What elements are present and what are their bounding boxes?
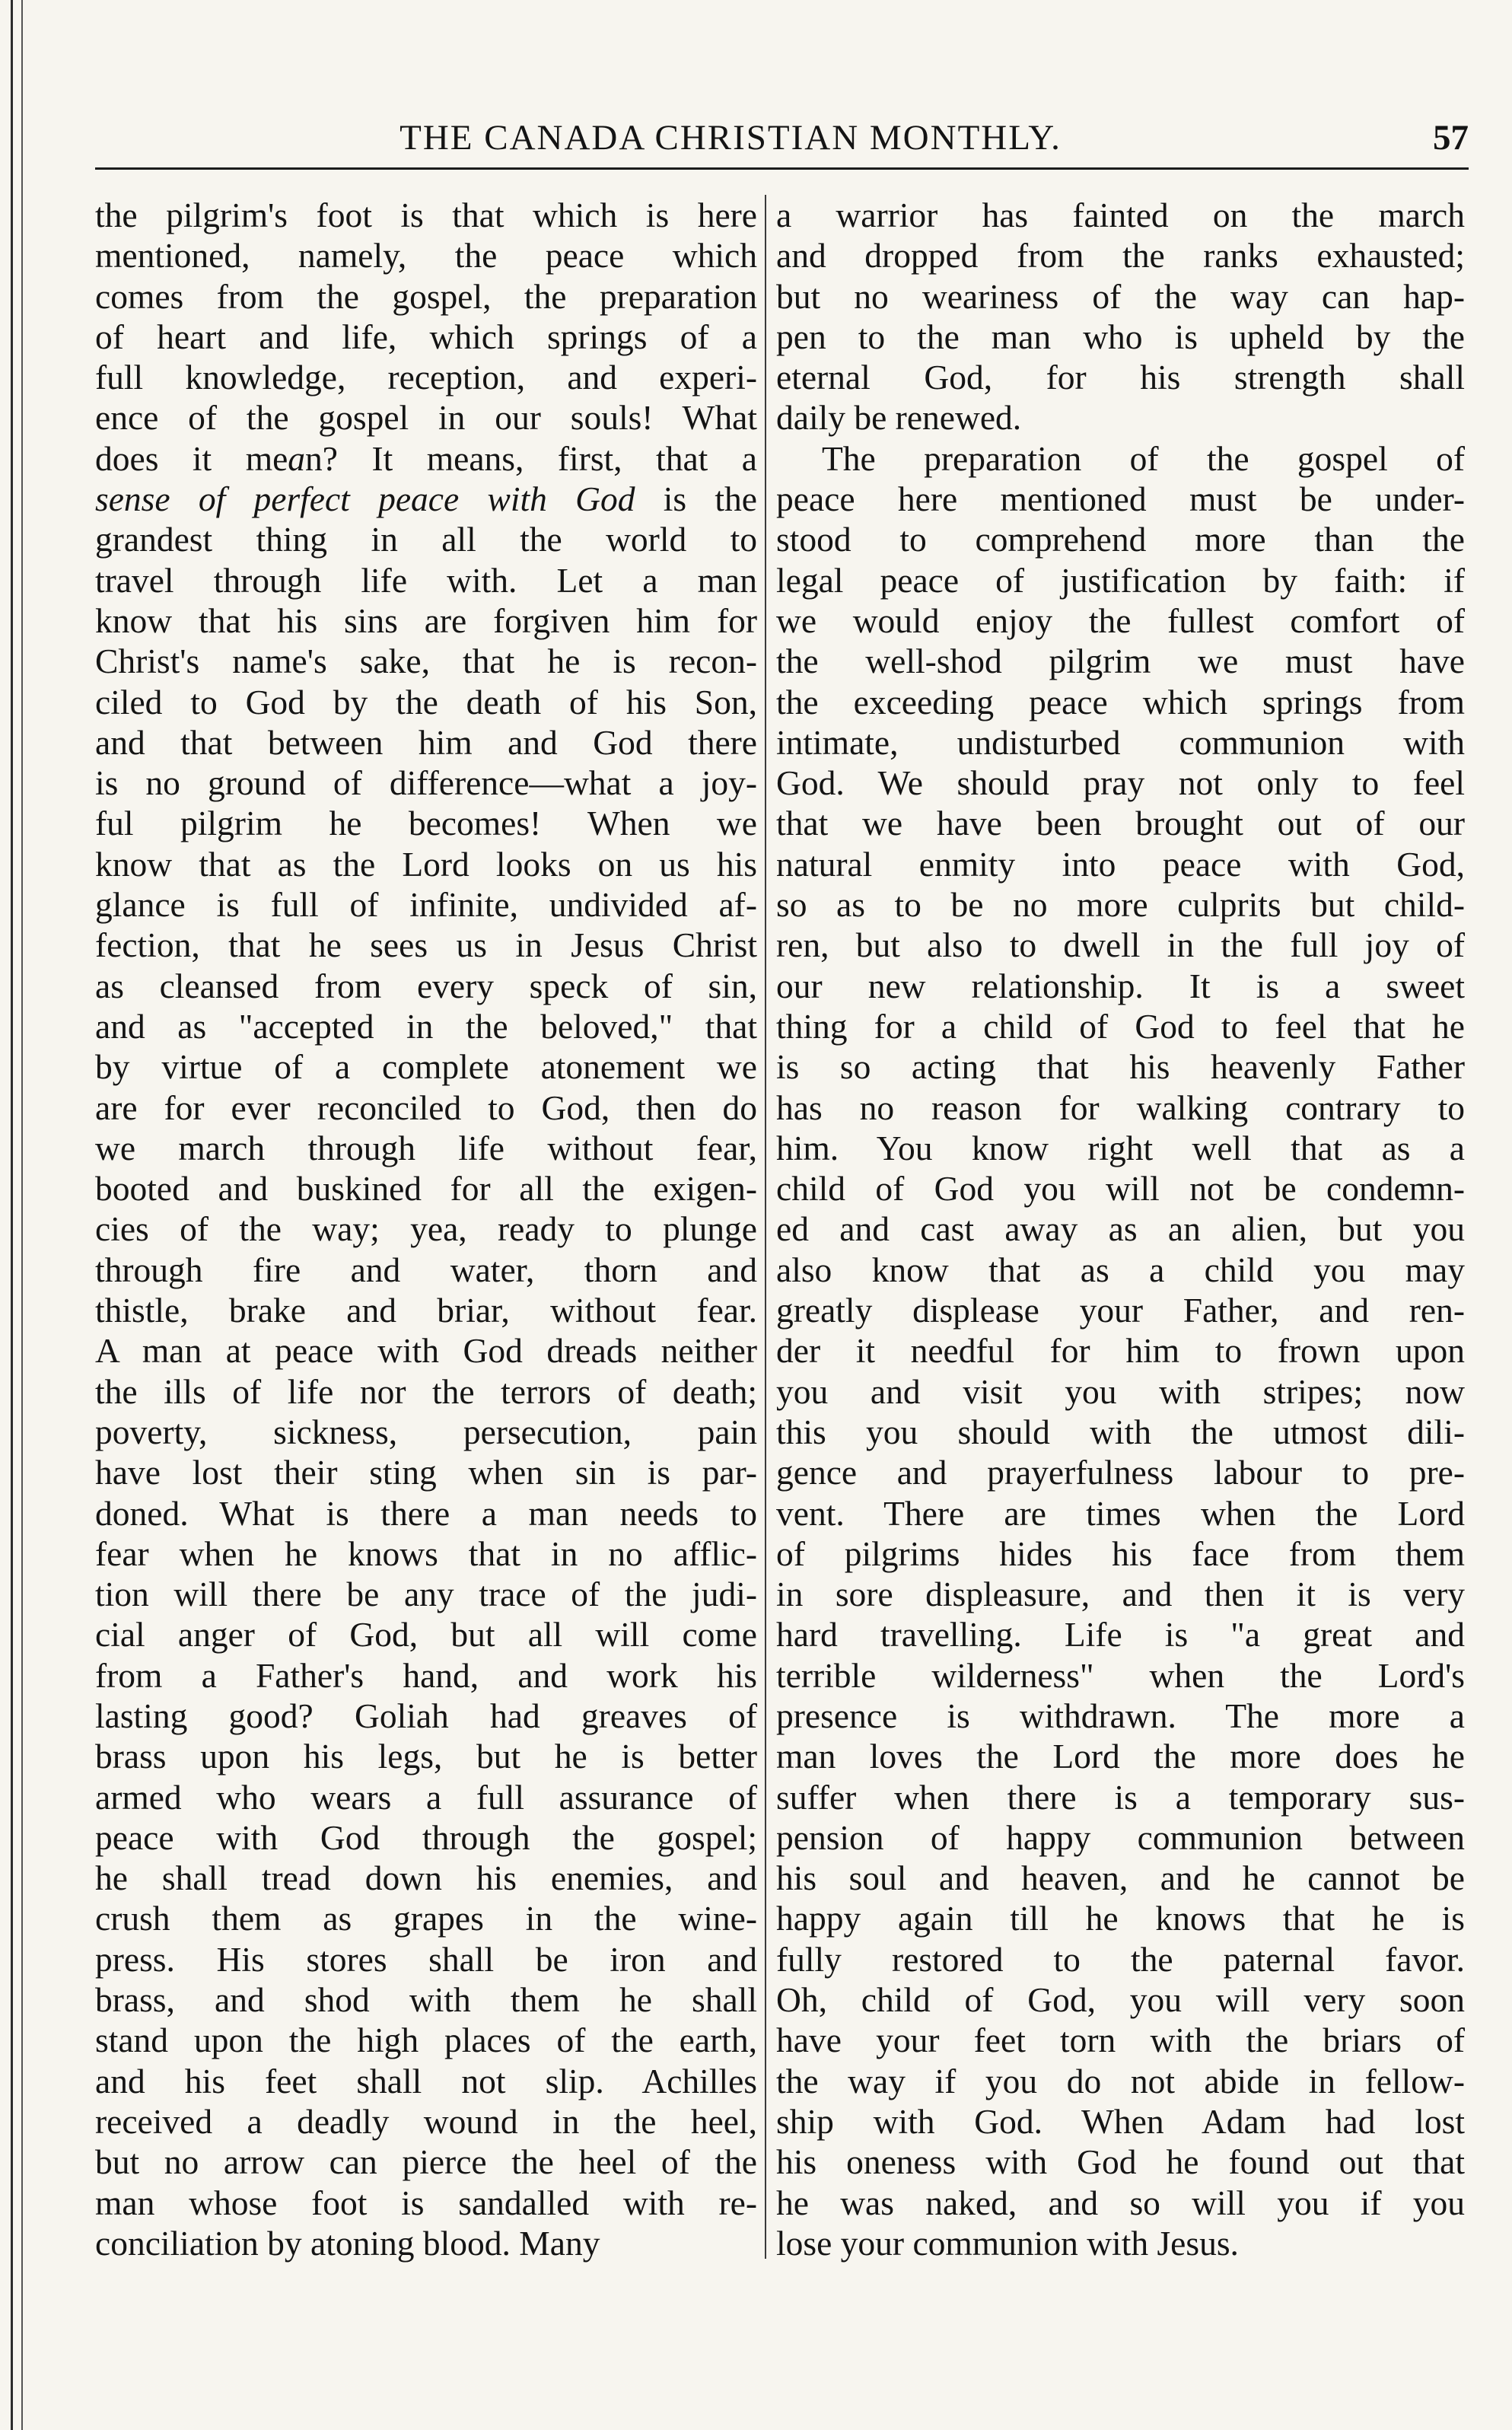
text-line: we would enjoy the fullest comfort of bbox=[776, 600, 1465, 640]
text-line: ence of the gospel in our souls! What bbox=[95, 398, 757, 438]
text-line: crush them as grapes in the wine- bbox=[95, 1899, 757, 1938]
text-line: know that as the Lord looks on us his bbox=[95, 844, 757, 884]
text-line: eternal God, for his strength shall bbox=[776, 358, 1465, 397]
text-line: presence is withdrawn. The more a bbox=[776, 1696, 1465, 1735]
text-line: thing for a child of God to feel that he bbox=[776, 1006, 1465, 1046]
text-line: the ills of life nor the terrors of death; bbox=[95, 1371, 757, 1411]
page-number: 57 bbox=[1433, 118, 1469, 158]
text-line: brass upon his legs, but he is better bbox=[95, 1737, 757, 1776]
text-line: fear when he knows that in no afflic- bbox=[95, 1533, 757, 1573]
text-line: stand upon the high places of the earth, bbox=[95, 2021, 757, 2060]
text-line: know that his sins are forgiven him for bbox=[95, 600, 757, 640]
text-line: pen to the man who is upheld by the bbox=[776, 317, 1465, 356]
text-line: God. We should pray not only to feel bbox=[776, 763, 1465, 803]
text-line: suffer when there is a temporary sus- bbox=[776, 1777, 1465, 1817]
text-line: glance is full of infinite, undivided af- bbox=[95, 885, 757, 925]
text-line: gence and prayerfulness labour to pre- bbox=[776, 1453, 1465, 1492]
text-line: he was naked, and so will you if you bbox=[776, 2183, 1465, 2222]
text-line: der it needful for him to frown upon bbox=[776, 1331, 1465, 1371]
text-line: daily be renewed. bbox=[776, 398, 1022, 438]
text-line: greatly displease your Father, and ren- bbox=[776, 1291, 1465, 1330]
text-line: but no arrow can pierce the heel of the bbox=[95, 2142, 757, 2182]
text-line: peace here mentioned must be under- bbox=[776, 479, 1465, 519]
text-line: is no ground of difference—what a joy- bbox=[95, 763, 757, 803]
text-line: that we have been brought out of our bbox=[776, 804, 1465, 843]
text-line: fully restored to the paternal favor. bbox=[776, 1939, 1465, 1979]
text-line: child of God you will not be condemn- bbox=[776, 1169, 1465, 1209]
text-line: have your feet torn with the briars of bbox=[776, 2021, 1465, 2060]
text-line: ed and cast away as an alien, but you bbox=[776, 1209, 1465, 1249]
text-line: we march through life without fear, bbox=[95, 1128, 757, 1167]
text-line: but no weariness of the way can hap- bbox=[776, 276, 1465, 316]
text-line: armed who wears a full assurance of bbox=[95, 1777, 757, 1817]
text-line: by virtue of a complete atonement we bbox=[95, 1047, 757, 1087]
text-line: in sore displeasure, and then it is very bbox=[776, 1575, 1465, 1614]
text-line: full knowledge, reception, and experi- bbox=[95, 358, 757, 397]
text-line: the way if you do not abide in fellow- bbox=[776, 2061, 1465, 2100]
text-line: lose your communion with Jesus. bbox=[776, 2223, 1239, 2263]
text-line: hard travelling. Life is "a great and bbox=[776, 1615, 1465, 1655]
text-line: tion will there be any trace of the judi- bbox=[95, 1575, 757, 1614]
text-line: you and visit you with stripes; now bbox=[776, 1371, 1465, 1411]
margin-rule-inner bbox=[21, 0, 23, 2430]
text-line: peace with God through the gospel; bbox=[95, 1817, 757, 1857]
text-line: his oneness with God he found out that bbox=[776, 2142, 1465, 2182]
text-line: brass, and shod with them he shall bbox=[95, 1980, 757, 2020]
left-column bbox=[95, 195, 757, 2263]
text-line: The preparation of the gospel of bbox=[822, 438, 1465, 478]
text-line: of pilgrims hides his face from them bbox=[776, 1533, 1465, 1573]
text-line: ship with God. When Adam had lost bbox=[776, 2101, 1465, 2141]
text-line: he shall tread down his enemies, and bbox=[95, 1858, 757, 1898]
text-line: through fire and water, thorn and bbox=[95, 1250, 757, 1289]
text-line: sense of perfect peace with God is the bbox=[95, 479, 757, 519]
text-line: vent. There are times when the Lord bbox=[776, 1493, 1465, 1533]
running-title: THE CANADA CHRISTIAN MONTHLY. bbox=[399, 118, 1062, 158]
text-line: happy again till he knows that he is bbox=[776, 1899, 1465, 1938]
text-line: press. His stores shall be iron and bbox=[95, 1939, 757, 1979]
text-line: booted and buskined for all the exigen- bbox=[95, 1169, 757, 1209]
text-line: and as "accepted in the beloved," that bbox=[95, 1006, 757, 1046]
text-line: are for ever reconciled to God, then do bbox=[95, 1088, 757, 1127]
text-line: cies of the way; yea, ready to plunge bbox=[95, 1209, 757, 1249]
text-line: this you should with the utmost dili- bbox=[776, 1412, 1465, 1451]
text-line: Christ's name's sake, that he is recon- bbox=[95, 642, 757, 681]
text-line: also know that as a child you may bbox=[776, 1250, 1465, 1289]
text-line: from a Father's hand, and work his bbox=[95, 1655, 757, 1695]
text-line: the pilgrim's foot is that which is here bbox=[95, 196, 757, 234]
text-line: has no reason for walking contrary to bbox=[776, 1088, 1465, 1127]
text-line: and that between him and God there bbox=[95, 722, 757, 762]
text-line: cial anger of God, but all will come bbox=[95, 1615, 757, 1655]
text-line: conciliation by atoning blood. Many bbox=[95, 2223, 600, 2263]
emphasis: sense of perfect peace with God bbox=[95, 479, 635, 519]
text-line: thistle, brake and briar, without fear. bbox=[95, 1291, 757, 1330]
text-line: comes from the gospel, the preparation bbox=[95, 276, 757, 316]
header-rule bbox=[95, 167, 1469, 170]
emphasis: a bbox=[288, 438, 306, 478]
text-line: so as to be no more culprits but child- bbox=[776, 885, 1465, 925]
text-line: Oh, child of God, you will very soon bbox=[776, 1980, 1465, 2020]
text-line: doned. What is there a man needs to bbox=[95, 1493, 757, 1533]
text-line: and his feet shall not slip. Achilles bbox=[95, 2061, 757, 2100]
text-line: stood to comprehend more than the bbox=[776, 520, 1465, 559]
text-line: natural enmity into peace with God, bbox=[776, 844, 1465, 884]
margin-rule bbox=[11, 0, 13, 2430]
text-line: terrible wilderness" when the Lord's bbox=[776, 1655, 1465, 1695]
text-line: received a deadly wound in the heel, bbox=[95, 2101, 757, 2141]
text-line: is so acting that his heavenly Father bbox=[776, 1047, 1465, 1087]
text-line: poverty, sickness, persecution, pain bbox=[95, 1412, 757, 1451]
text-line: mentioned, namely, the peace which bbox=[95, 236, 757, 275]
text-line: of heart and life, which springs of a bbox=[95, 317, 757, 356]
column-divider bbox=[765, 195, 766, 2259]
text-line: does it mean? It means, first, that a bbox=[95, 438, 757, 478]
page-header bbox=[107, 114, 1469, 160]
text-line: have lost their sting when sin is par- bbox=[95, 1453, 757, 1492]
text-line: intimate, undisturbed communion with bbox=[776, 722, 1465, 762]
text-line: a warrior has fainted on the march bbox=[776, 196, 1465, 234]
text-line: man whose foot is sandalled with re- bbox=[95, 2183, 757, 2222]
text-line: as cleansed from every speck of sin, bbox=[95, 966, 757, 1005]
text-line: our new relationship. It is a sweet bbox=[776, 966, 1465, 1005]
text-line: him. You know right well that as a bbox=[776, 1128, 1465, 1167]
text-line: man loves the Lord the more does he bbox=[776, 1737, 1465, 1776]
text-line: ciled to God by the death of his Son, bbox=[95, 682, 757, 721]
text-line: lasting good? Goliah had greaves of bbox=[95, 1696, 757, 1735]
text-line: legal peace of justification by faith: if bbox=[776, 560, 1465, 600]
text-line: fection, that he sees us in Jesus Christ bbox=[95, 925, 757, 965]
text-line: ren, but also to dwell in the full joy of bbox=[776, 925, 1465, 965]
text-line: A man at peace with God dreads neither bbox=[95, 1331, 757, 1371]
text-line: grandest thing in all the world to bbox=[95, 520, 757, 559]
text-line: and dropped from the ranks exhausted; bbox=[776, 236, 1465, 275]
text-line: the exceeding peace which springs from bbox=[776, 682, 1465, 721]
text-line: pension of happy communion between bbox=[776, 1817, 1465, 1857]
text-line: his soul and heaven, and he cannot be bbox=[776, 1858, 1465, 1898]
right-column bbox=[776, 195, 1465, 2263]
text-line: ful pilgrim he becomes! When we bbox=[95, 804, 757, 843]
text-line: the well-shod pilgrim we must have bbox=[776, 642, 1465, 681]
text-line: travel through life with. Let a man bbox=[95, 560, 757, 600]
